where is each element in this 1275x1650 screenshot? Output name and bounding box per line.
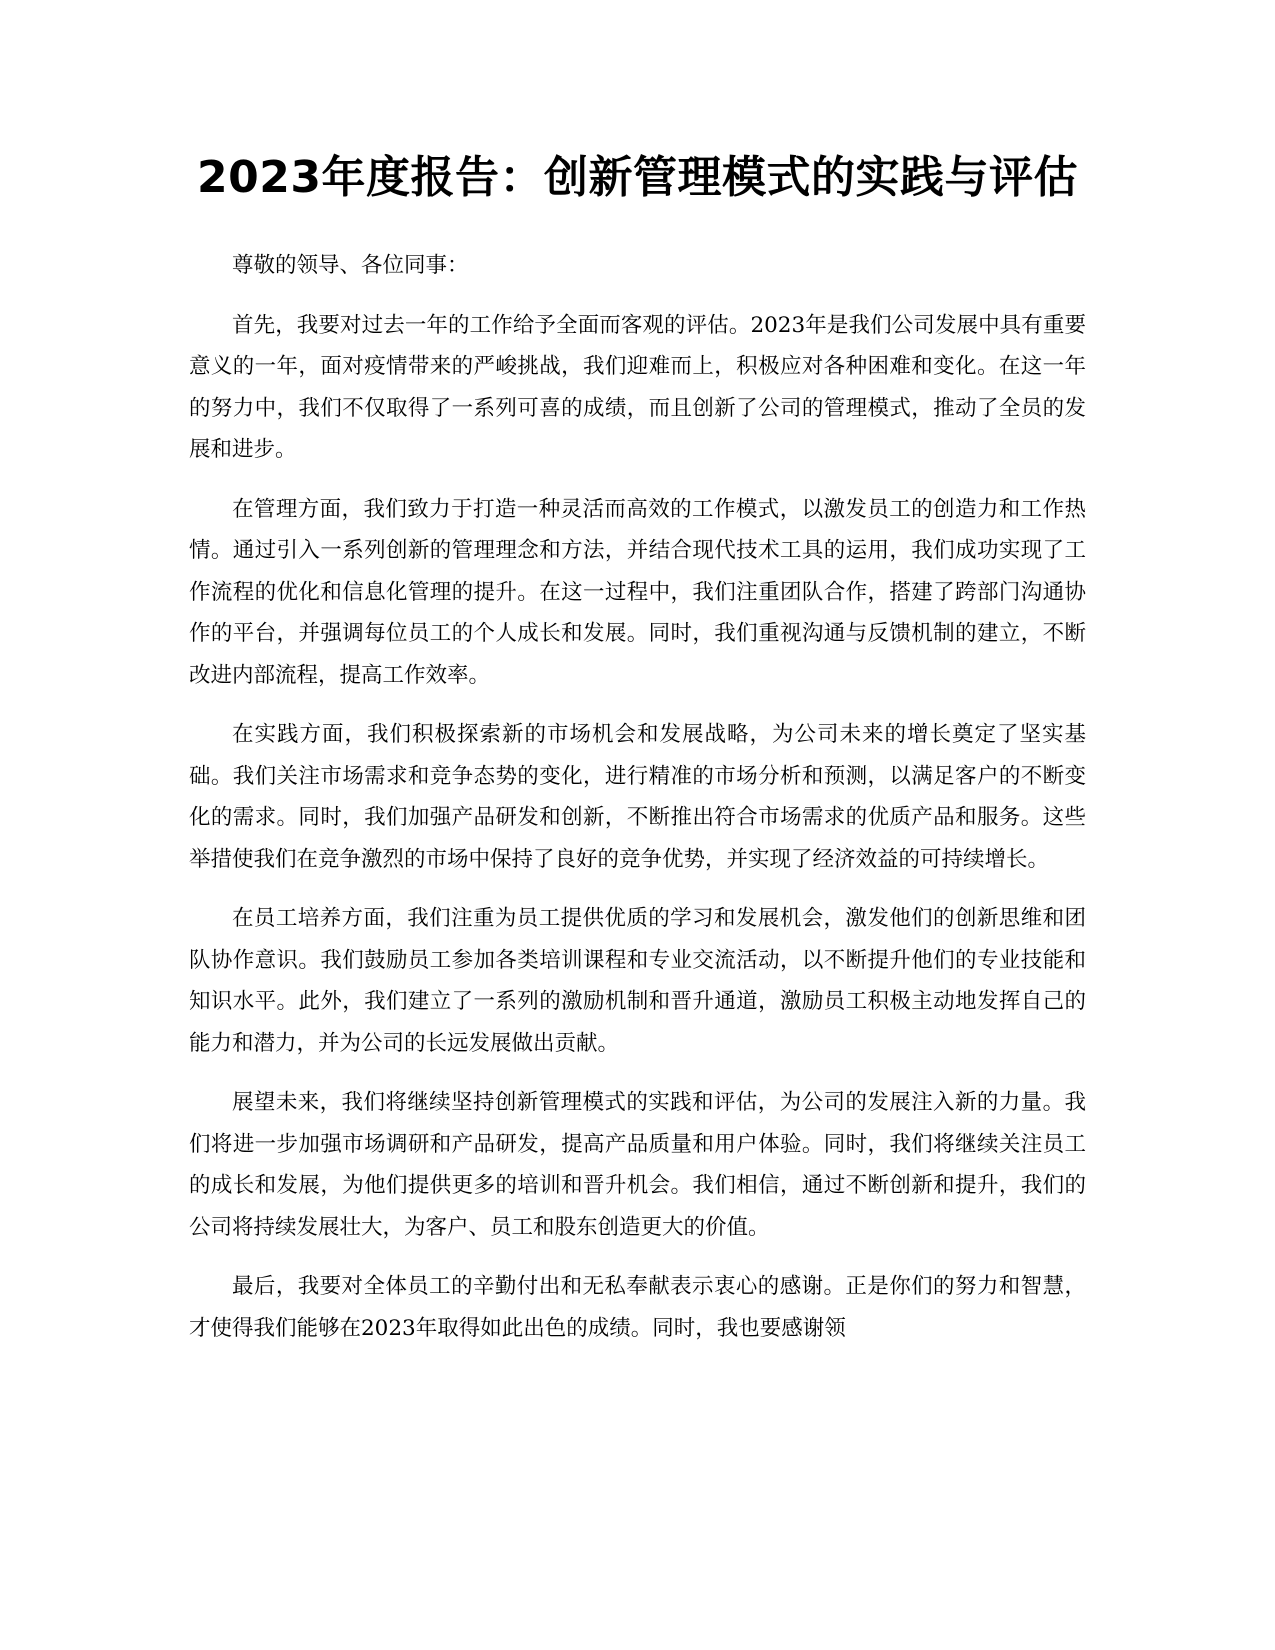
body-paragraph: 首先，我要对过去一年的工作给予全面而客观的评估。2023年是我们公司发展中具有重要意义的一年，面对疫情带来的严峻挑战，我们迎难而上，积极应对各种困难和变化。在这一年的努力中，我们不仅取得了一系列可喜的成绩，而且创新了公司的管理模式，推动了全员的发展和进步。 xyxy=(189,312,1086,462)
document-title: 2023年度报告：创新管理模式的实践与评估 xyxy=(197,152,1078,203)
body-paragraph: 在管理方面，我们致力于打造一种灵活而高效的工作模式，以激发员工的创造力和工作热情。通过引入一系列创新的管理理念和方法，并结合现代技术工具的运用，我们成功实现了工作流程的优化和信息化管理的提升。在这一过程中，我们注重团队合作，搭建了跨部门沟通协作的平台，并强调每位员工的个人成长和发展。同时，我们重视沟通与反馈机制的建立，不断改进内部流程，提高工作效率。 xyxy=(189,496,1086,688)
salutation-paragraph: 尊敬的领导、各位同事： xyxy=(232,253,469,278)
body-paragraph: 最后，我要对全体员工的辛勤付出和无私奉献表示衷心的感谢。正是你们的努力和智慧，才使得我们能够在2023年取得如此出色的成绩。同时，我也要感谢领 xyxy=(189,1274,1086,1341)
body-paragraph: 在员工培养方面，我们注重为员工提供优质的学习和发展机会，激发他们的创新思维和团队协作意识。我们鼓励员工参加各类培训课程和专业交流活动，以不断提升他们的专业技能和知识水平。此外，我们建立了一系列的激励机制和晋升通道，激励员工积极主动地发挥自己的能力和潜力，并为公司的长远发展做出贡献。 xyxy=(189,906,1086,1056)
body-paragraph: 展望未来，我们将继续坚持创新管理模式的实践和评估，为公司的发展注入新的力量。我们将进一步加强市场调研和产品研发，提高产品质量和用户体验。同时，我们将继续关注员工的成长和发展，为他们提供更多的培训和晋升机会。我们相信，通过不断创新和提升，我们的公司将持续发展壮大，为客户、员工和股东创造更大的价值。 xyxy=(189,1090,1086,1240)
document-body xyxy=(189,245,1086,1367)
body-paragraph: 在实践方面，我们积极探索新的市场机会和发展战略，为公司未来的增长奠定了坚实基础。我们关注市场需求和竞争态势的变化，进行精准的市场分析和预测，以满足客户的不断变化的需求。同时，我们加强产品研发和创新，不断推出符合市场需求的优质产品和服务。这些举措使我们在竞争激烈的市场中保持了良好的竞争优势，并实现了经济效益的可持续增长。 xyxy=(189,722,1086,872)
